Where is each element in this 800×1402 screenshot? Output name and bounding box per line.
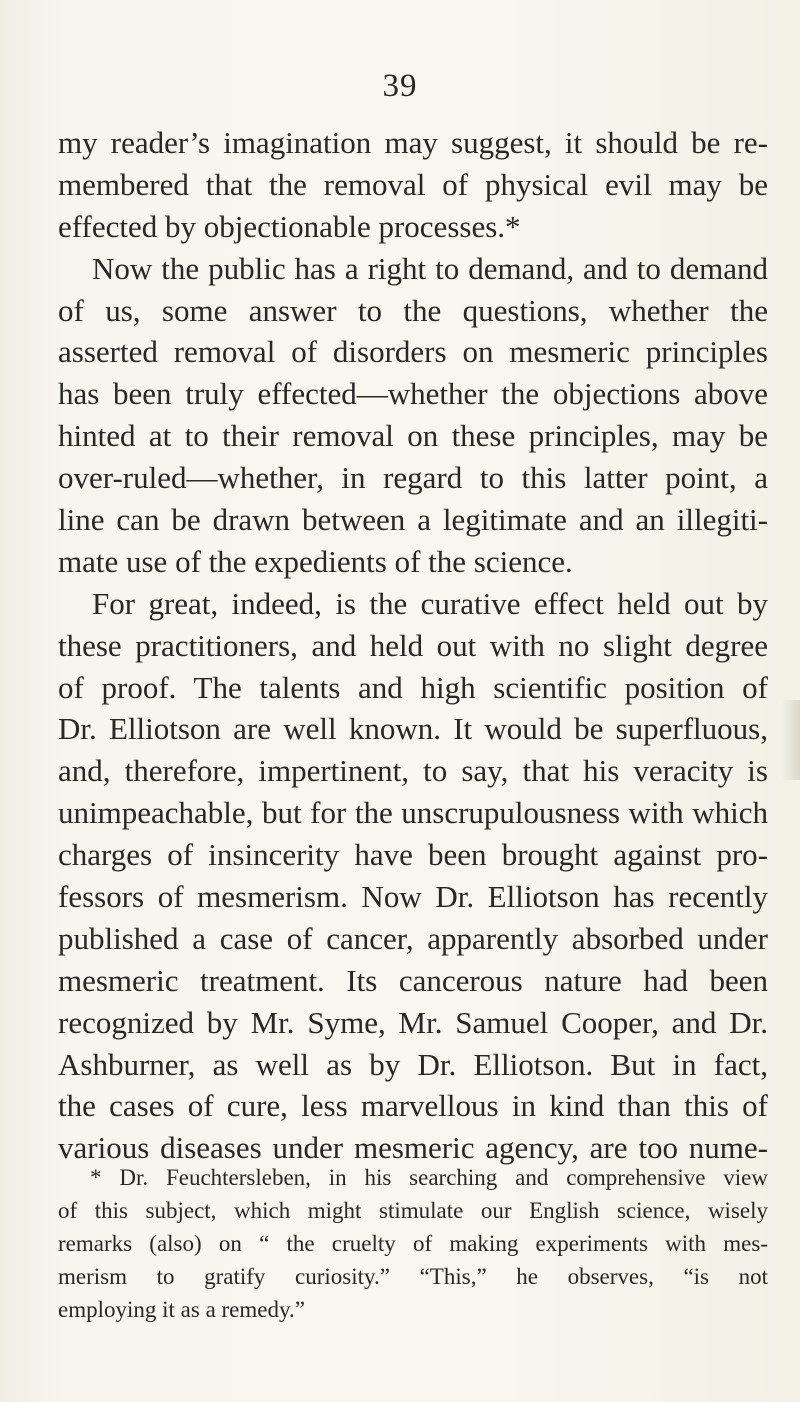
text-line: of proof. The talents and high scientific position of <box>58 669 768 705</box>
text-line: membered that the removal of physical evil may be <box>58 166 768 202</box>
text-line: line can be drawn between a legitimate and an illegiti- <box>58 502 768 538</box>
text-line: Now the public has a right to demand, and to demand <box>92 250 768 286</box>
footnote-line: employing it as a remedy.” <box>58 1297 305 1322</box>
text-line: asserted removal of disorders on mesmeric principles <box>58 334 768 370</box>
page-number: 39 <box>382 68 418 104</box>
text-line: has been truly effected—whether the objections above <box>58 376 768 412</box>
text-line: unimpeachable, but for the unscrupulousness with which <box>58 795 768 831</box>
text-line: various diseases under mesmeric agency, are too nume- <box>58 1130 768 1166</box>
text-line: For great, indeed, is the curative effect held out by <box>92 585 768 621</box>
text-line: over-ruled—whether, in regard to this latter point, a <box>58 460 768 496</box>
footnote-line: remarks (also) on “ the cruelty of making experiments with mes- <box>58 1231 768 1256</box>
footnote <box>58 1161 768 1326</box>
text-line: the cases of cure, less marvellous in kind than this of <box>58 1088 768 1124</box>
text-line: mate use of the expedients of the science. <box>58 543 573 579</box>
text-line: charges of insincerity have been brought against pro- <box>58 837 768 873</box>
text-line: mesmeric treatment. Its cancerous nature had been <box>58 962 768 998</box>
footnote-line: merism to gratify curiosity.” “This,” he observes, “is not <box>58 1264 768 1289</box>
text-line: effected by objectionable processes.* <box>58 208 521 244</box>
main-text <box>58 122 768 1169</box>
page-edge-shadow <box>782 700 800 780</box>
text-line: Dr. Elliotson are well known. It would be superfluous, <box>58 711 768 747</box>
text-line: hinted at to their removal on these principles, may be <box>58 418 768 454</box>
text-line: of us, some answer to the questions, whether the <box>58 292 768 328</box>
text-line: fessors of mesmerism. Now Dr. Elliotson has recently <box>58 879 768 915</box>
footnote-line: * Dr. Feuchtersleben, in his searching and comprehensive view <box>90 1165 768 1190</box>
footnote-line: of this subject, which might stimulate our English science, wisely <box>58 1198 768 1223</box>
text-line: my reader’s imagination may suggest, it should be re- <box>58 125 768 160</box>
text-line: recognized by Mr. Syme, Mr. Samuel Cooper, and Dr. <box>58 1004 768 1040</box>
text-line: and, therefore, impertinent, to say, that his veracity is <box>58 753 768 789</box>
text-line: Ashburner, as well as by Dr. Elliotson. But in fact, <box>58 1046 768 1082</box>
text-line: these practitioners, and held out with no slight degree <box>58 627 768 663</box>
text-line: published a case of cancer, apparently absorbed under <box>58 920 768 956</box>
